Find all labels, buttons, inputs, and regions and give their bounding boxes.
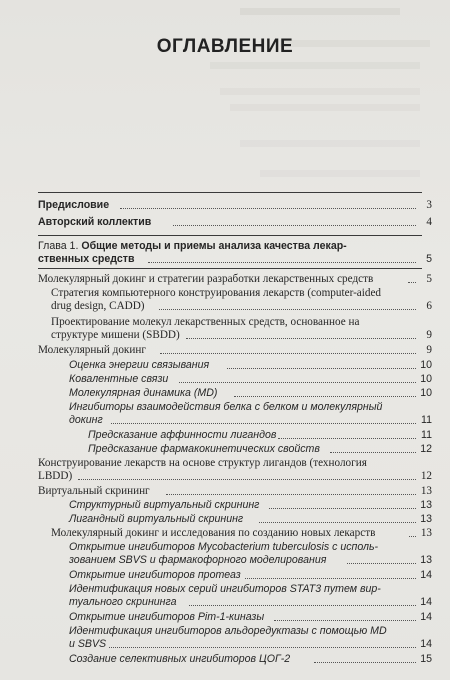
toc-entry-text-line2: зованием SBVS и фармакофорного моделирования (69, 554, 327, 566)
toc-entry-page: 12 (420, 443, 432, 455)
toc-entry[interactable] (69, 611, 432, 624)
toc-entry[interactable] (38, 199, 432, 212)
toc-entry[interactable] (88, 429, 432, 442)
toc-entry-page: 4 (426, 216, 432, 228)
toc-entry-text-line1: Стратегия компьютерного конструирования лекарств (computer-aided (51, 287, 382, 299)
toc-entry-text: Молекулярный докинг (38, 344, 146, 356)
toc-entry[interactable] (69, 513, 432, 526)
dot-leader (166, 494, 416, 495)
bleed-through (240, 140, 420, 147)
toc-entry-page: 13 (420, 485, 432, 497)
toc-entry-page: 11 (421, 429, 432, 441)
toc-entry-text-line1: Проектирование молекул лекарственных средств, основанное на (51, 316, 360, 328)
bleed-through (220, 88, 420, 95)
toc-entry-text: Структурный виртуальный скрининг (69, 499, 260, 511)
dot-leader (274, 620, 416, 621)
toc-entry[interactable] (38, 485, 432, 498)
toc-entry-text-line2: drug design, CADD) (51, 300, 145, 312)
toc-entry-page: 5 (426, 253, 432, 265)
toc-entry[interactable] (69, 653, 432, 666)
toc-entry-text: Открытие ингибиторов Pim-1-киназы (69, 611, 265, 623)
toc-entry[interactable] (38, 216, 432, 229)
toc-entry-text-line1: Конструирование лекарств на основе структур лигандов (технология (38, 457, 367, 469)
toc-entry[interactable] (38, 273, 432, 286)
page-title: ОГЛАВЛЕНИЕ (156, 36, 294, 57)
toc-entry-text: Ковалентные связи (69, 373, 169, 385)
bleed-through (210, 62, 420, 69)
toc-entry-text: Создание селективных ингибиторов ЦОГ-2 (69, 653, 291, 665)
toc-entry[interactable] (69, 373, 432, 386)
toc-entry[interactable] (51, 287, 432, 313)
dot-leader (409, 536, 416, 537)
toc-entry-page: 15 (420, 653, 432, 665)
toc-entry-text: Молекулярный докинг и стратегии разработки лекарственных средств (38, 273, 374, 285)
toc-entry[interactable] (69, 387, 432, 400)
dot-leader (120, 208, 416, 209)
dot-leader (159, 309, 416, 310)
dot-leader (160, 353, 416, 354)
toc-entry-page: 14 (420, 569, 432, 581)
dot-leader (227, 368, 416, 369)
toc-entry-page: 13 (420, 499, 432, 511)
toc-entry[interactable] (69, 583, 432, 609)
dot-leader (408, 282, 416, 283)
toc-chapter-entry[interactable] (38, 240, 432, 266)
dot-leader (347, 563, 416, 564)
toc-entry-page: 13 (420, 527, 432, 539)
dot-leader (278, 438, 416, 439)
toc-entry-page: 9 (426, 344, 432, 356)
toc-entry-text: Виртуальный скрининг (38, 485, 150, 497)
toc-entry-page: 3 (426, 199, 432, 211)
toc-entry-page: 14 (420, 638, 432, 650)
toc-entry-text: Молекулярная динамика (MD) (69, 387, 218, 399)
toc-entry[interactable] (69, 625, 432, 651)
toc-entry[interactable] (88, 443, 432, 456)
toc-entry[interactable] (69, 499, 432, 512)
dot-leader (173, 225, 416, 226)
dot-leader (234, 396, 416, 397)
toc-entry-text: Предсказание фармакокинетических свойств (88, 443, 320, 455)
dot-leader (148, 262, 416, 263)
dot-leader (111, 423, 416, 424)
bleed-through (230, 104, 420, 111)
dot-leader (259, 522, 416, 523)
chapter-prefix: Глава 1. (38, 240, 79, 252)
toc-entry-text-line2: структуре мишени (SBDD) (51, 329, 180, 341)
toc-entry-page: 14 (420, 596, 432, 608)
toc-entry-page: 13 (420, 513, 432, 525)
toc-entry[interactable] (69, 569, 432, 582)
toc-entry-text: Авторский коллектив (38, 216, 152, 228)
toc-entry-text-line1: Идентификация ингибиторов альдоредуктазы с помощью MD (69, 625, 387, 637)
toc-entry[interactable] (69, 359, 432, 372)
toc-entry-page: 11 (421, 414, 432, 426)
toc-entry-page: 10 (420, 387, 432, 399)
toc-entry-text-line1: Ингибиторы взаимодействия белка с белком и молекулярный (69, 401, 383, 413)
toc-entry-text-line2: туального скрининга (69, 596, 177, 608)
dot-leader (314, 662, 416, 663)
toc-entry[interactable] (69, 541, 432, 567)
dot-leader (186, 338, 416, 339)
toc-entry-page: 10 (420, 359, 432, 371)
toc-entry[interactable] (38, 344, 432, 357)
toc-entry[interactable] (51, 527, 432, 540)
toc-entry-text: Лигандный виртуальный скрининг (69, 513, 244, 525)
toc-entry-text-line2: и SBVS (69, 638, 107, 650)
toc-entry-text-line2: ственных средств (38, 253, 135, 265)
toc-entry-text: Оценка энергии связывания (69, 359, 210, 371)
toc-entry[interactable] (38, 457, 432, 483)
toc-entry-page: 6 (426, 300, 432, 312)
toc-entry-text: Предсказание аффинности лигандов (88, 429, 277, 441)
dot-leader (189, 605, 416, 606)
dot-leader (179, 382, 416, 383)
bleed-through (240, 8, 400, 15)
divider-chapter (38, 235, 422, 236)
divider-top (38, 192, 422, 193)
toc-entry-page: 10 (420, 373, 432, 385)
toc-entry-page: 12 (420, 470, 432, 482)
dot-leader (109, 647, 416, 648)
toc-entry-text: Молекулярный докинг и исследования по созданию новых лекарств (51, 527, 376, 539)
toc-entry-page: 13 (420, 554, 432, 566)
toc-entry-text-line1: Идентификация новых серий ингибиторов STAT3 путем вир- (69, 583, 381, 595)
toc-entry-text-line2: LBDD) (38, 470, 73, 482)
toc-entry-page: 14 (420, 611, 432, 623)
toc-entry-text-line1 (38, 240, 432, 253)
divider-section (38, 268, 422, 269)
toc-entry[interactable] (51, 316, 432, 342)
dot-leader (330, 452, 416, 453)
dot-leader (269, 508, 416, 509)
bleed-through (260, 170, 420, 177)
toc-entry-text: Открытие ингибиторов протеаз (69, 569, 241, 581)
toc-entry-text-line1: Открытие ингибиторов Mycobacterium tuberculosis с исполь- (69, 541, 379, 553)
dot-leader (78, 479, 416, 480)
dot-leader (245, 578, 416, 579)
toc-entry[interactable] (69, 401, 432, 427)
toc-entry-text: Предисловие (38, 199, 110, 211)
toc-entry-text-line2: докинг (69, 414, 103, 426)
toc-entry-page: 5 (426, 273, 432, 285)
toc-entry-page: 9 (426, 329, 432, 341)
chapter-title: Общие методы и приемы анализа качества лекар- (81, 240, 347, 252)
